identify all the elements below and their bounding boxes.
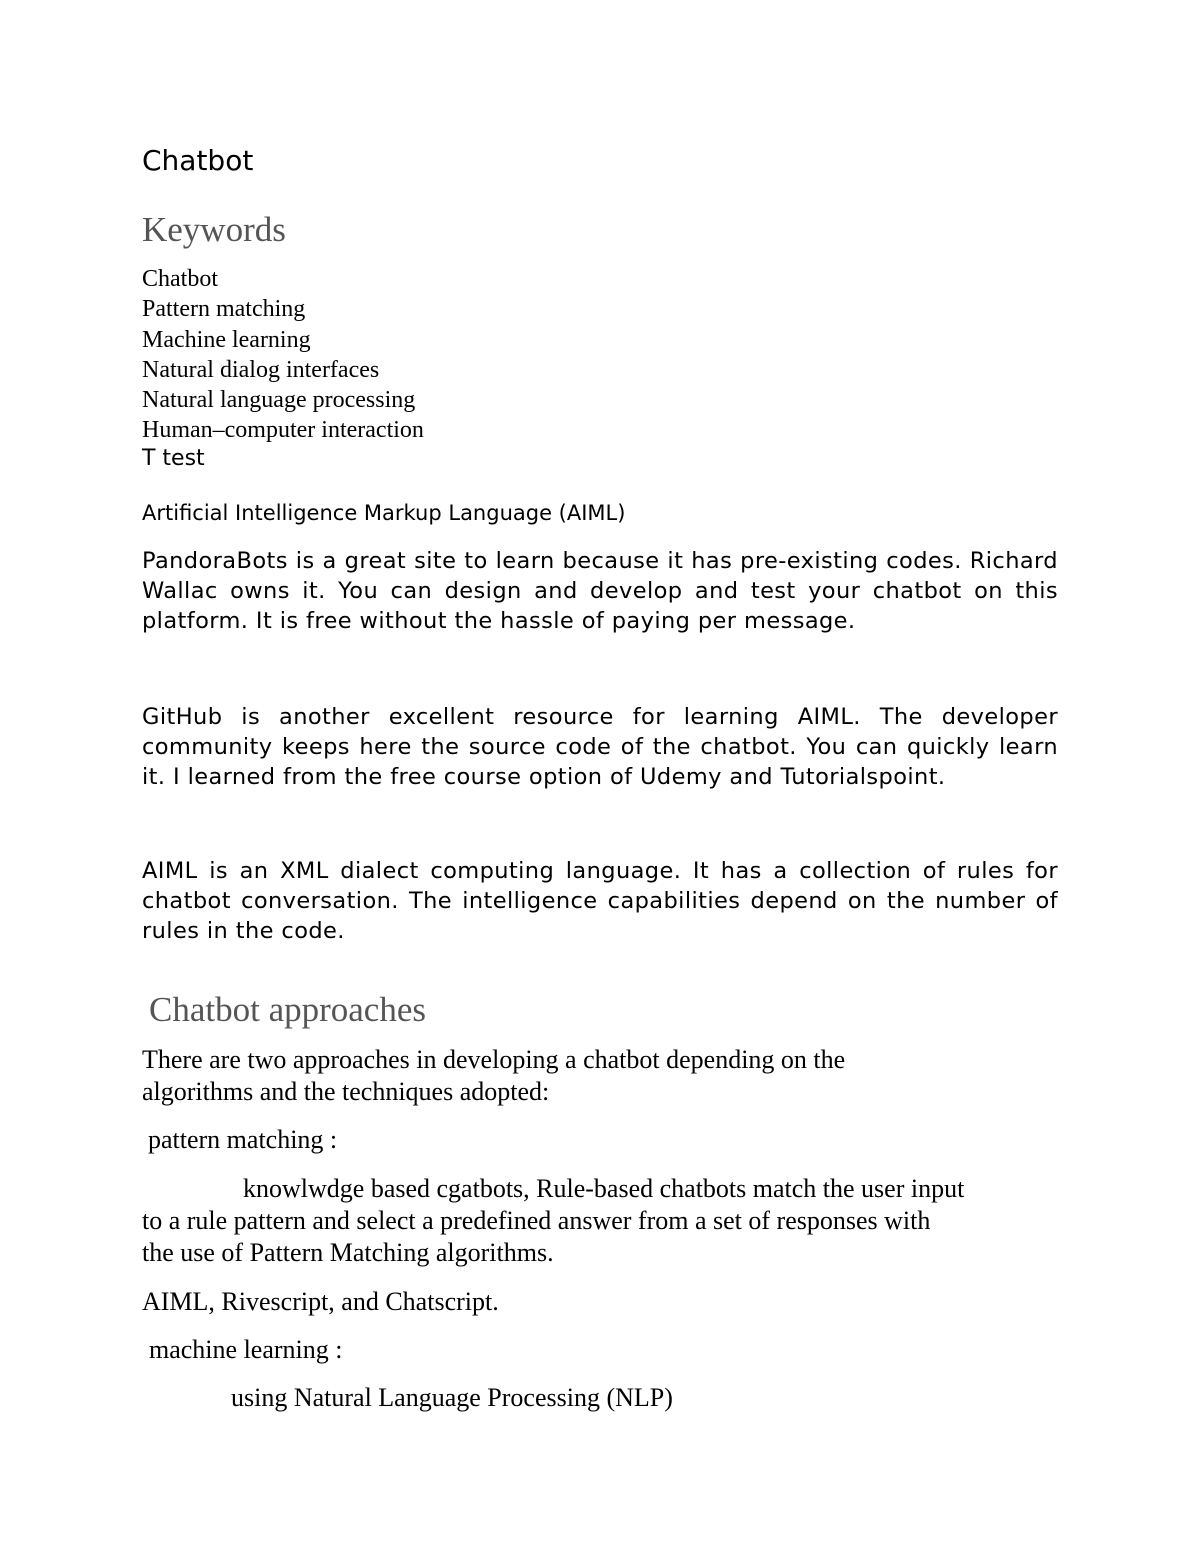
keywords-list	[142, 264, 424, 446]
pattern-desc-line: knowlwdge based cgatbots, Rule-based chatbots match the user input	[243, 1174, 965, 1203]
keyword-item-last: T test	[142, 446, 205, 471]
pattern-matching-description	[142, 1173, 964, 1269]
keyword-item: Machine learning	[142, 326, 311, 353]
keyword-item: Chatbot	[142, 266, 218, 292]
page-title: Chatbot	[142, 144, 254, 177]
approaches-heading: Chatbot approaches	[149, 990, 426, 1029]
keywords-heading: Keywords	[142, 210, 286, 249]
pattern-matching-examples: AIML, Rivescript, and Chatscript.	[142, 1287, 499, 1316]
pattern-matching-label: pattern matching :	[148, 1125, 338, 1154]
keyword-item: Human–computer interaction	[142, 417, 424, 444]
machine-learning-label: machine learning :	[149, 1335, 343, 1364]
pattern-desc-line: the use of Pattern Matching algorithms.	[142, 1238, 554, 1267]
aiml-label: Artificial Intelligence Markup Language (AIML)	[142, 501, 626, 525]
paragraph-github: GitHub is another excellent resource for learning AIML. The developer community keeps here the source code of the chatbot. You can quickly learn it. I learned from the free course option of Udemy and Tutorialspoint.	[142, 704, 1058, 790]
keyword-item: Pattern matching	[142, 296, 306, 323]
approaches-intro	[142, 1044, 845, 1108]
keyword-item: Natural dialog interfaces	[142, 356, 380, 383]
keyword-item: Natural language processing	[142, 387, 416, 414]
pattern-desc-line: to a rule pattern and select a predefined answer from a set of responses with	[142, 1206, 931, 1235]
paragraph-aiml: AIML is an XML dialect computing language. It has a collection of rules for chatbot conversation. The intelligence capabilities depend on the number of rules in the code.	[142, 858, 1058, 944]
machine-learning-description: using Natural Language Processing (NLP)	[231, 1383, 673, 1412]
approaches-intro-line: algorithms and the techniques adopted:	[142, 1077, 550, 1106]
approaches-intro-line: There are two approaches in developing a chatbot depending on the	[142, 1045, 846, 1074]
paragraph-pandorabots: PandoraBots is a great site to learn because it has pre-existing codes. Richard Wallac owns it. You can design and develop and test your chatbot on this platform. It is free without the hassle of paying per message.	[142, 548, 1058, 634]
